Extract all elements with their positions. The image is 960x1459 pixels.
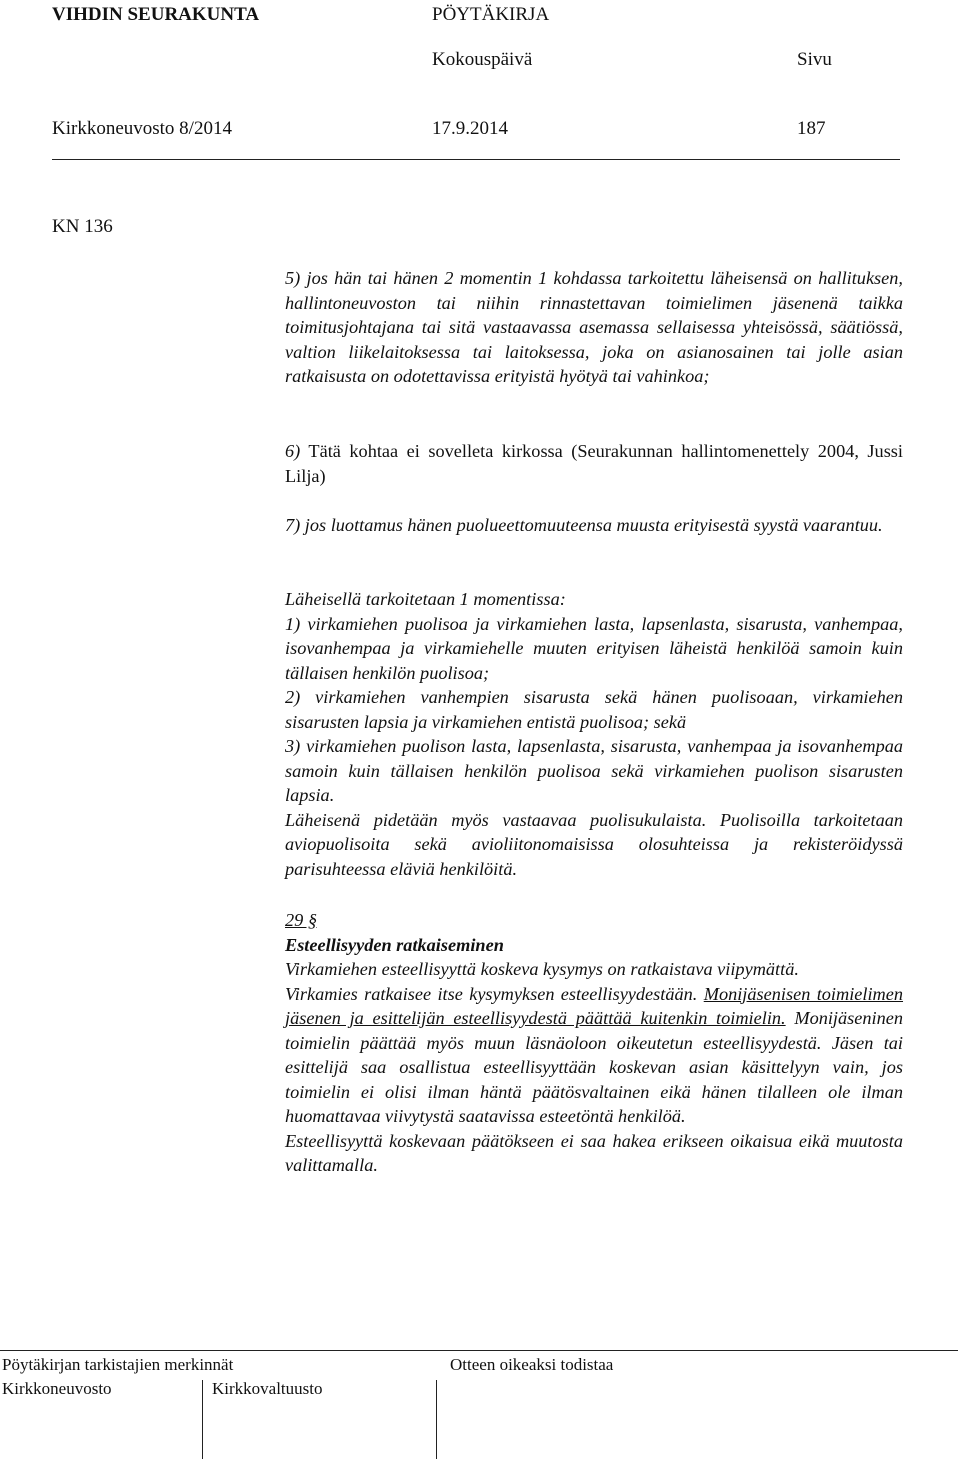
section-29-p2-underlined: Monijäsenisen toimielimen jäsenen ja esittelijän esteellisyydestä päättää kuitenkin toimielin.: [285, 983, 904, 1028]
item-6: [285, 439, 903, 488]
section-code: KN 136: [52, 216, 113, 237]
footer-certified-label: Otteen oikeaksi todistaa: [450, 1355, 614, 1374]
section-29-p2: [285, 982, 903, 1129]
section-29-p3: Esteellisyyttä koskevaan päätökseen ei saa hakea erikseen oikaisua eikä muutosta valittamalla.: [285, 1130, 903, 1175]
section-29-title: Esteellisyyden ratkaiseminen: [285, 934, 504, 955]
related-block: [285, 587, 903, 881]
related-p3: 3) virkamiehen puolison lasta, lapsenlasta, sisarusta, vanhempaa ja isovanhempaa samoin kuin tällaisen henkilön puolisoa sekä virkamiehen puolison sisarusten lapsia.: [285, 736, 903, 805]
item-6-text: Tätä kohtaa ei sovelleta kirkossa (Seurakunnan hallintomenettely 2004, Jussi Lilja): [285, 441, 903, 486]
footer-col-kirkkovaltuusto: Kirkkovaltuusto: [212, 1379, 323, 1398]
item-7: 7) jos luottamus hänen puolueettomuuteensa muusta erityisestä syystä vaarantuu.: [285, 515, 883, 535]
related-p2: 2) virkamiehen vanhempien sisarusta sekä hänen puolisoaan, virkamiehen sisarusten lapsia ja virkamiehen entistä puolisoa; sekä: [285, 687, 903, 732]
section-29-p2-b: Monijäseninen toimielin päättää myös muun läsnäoloon oikeutetun esteellisyydestä. Jäsen tai esittelijä saa osallistua esteellisyyttään koskevan asian käsittelyyn vain, jos toimielin ei olisi ilman häntä päätösvaltainen eikä hänen tilalleen ole ilman huomattavaa viivytystä saatavissa esteetöntä henkilöä.: [285, 1008, 903, 1126]
org-name: VIHDIN SEURAKUNTA: [52, 4, 260, 25]
header-rule: [52, 159, 900, 160]
doc-type: PÖYTÄKIRJA: [432, 4, 550, 25]
section-29-p2-a: Virkamies ratkaisee itse kysymyksen esteellisyydestään.: [285, 983, 704, 1004]
item-5: 5) jos hän tai hänen 2 momentin 1 kohdassa tarkoitettu läheisensä on hallituksen, hallintoneuvoston tai niihin rinnastettavan toimielimen jäsenenä taikka toimitusjohtajana tai sitä vastaavassa asemassa sellaisessa yhteisössä, säätiössä, valtion liikelaitoksessa tai laitoksessa, joka on asianosainen tai jolle asian ratkaisusta on odotettavissa erityistä hyötyä tai vahinkoa;: [285, 268, 903, 386]
footer-rule: [0, 1350, 958, 1351]
related-p4: Läheisenä pidetään myös vastaavaa puolisukulaista. Puolisoilla tarkoitetaan aviopuolisoita sekä avioliitonomaisissa olosuhteissa ja rekisteröidyssä parisuhteessa eläviä henkilöitä.: [285, 809, 903, 879]
related-intro: Läheisellä tarkoitetaan 1 momentissa:: [285, 589, 566, 609]
date-label: Kokouspäivä: [432, 49, 533, 70]
item-6-marker: 6): [285, 441, 301, 461]
section-29-number: 29 §: [285, 910, 317, 930]
related-p1: 1) virkamiehen puolisoa ja virkamiehen lasta, lapsenlasta, sisarusta, vanhempaa, isovanhempaa ja virkamiehelle muuten erityisen läheistä henkilöä samoin kuin tällaisen henkilön puolisoa;: [285, 613, 903, 683]
footer-divider-1: [202, 1380, 203, 1459]
meeting-date: 17.9.2014: [432, 118, 508, 139]
footer-col-kirkkoneuvosto: Kirkkoneuvosto: [2, 1379, 112, 1398]
section-29: [285, 908, 903, 1178]
footer-marks-label: Pöytäkirjan tarkistajien merkinnät: [2, 1355, 234, 1374]
body-name: Kirkkoneuvosto 8/2014: [52, 118, 232, 139]
section-29-p1: Virkamiehen esteellisyyttä koskeva kysymys on ratkaistava viipymättä.: [285, 959, 799, 979]
page-number: 187: [797, 118, 826, 139]
page-label: Sivu: [797, 49, 832, 70]
footer-divider-2: [436, 1380, 437, 1459]
